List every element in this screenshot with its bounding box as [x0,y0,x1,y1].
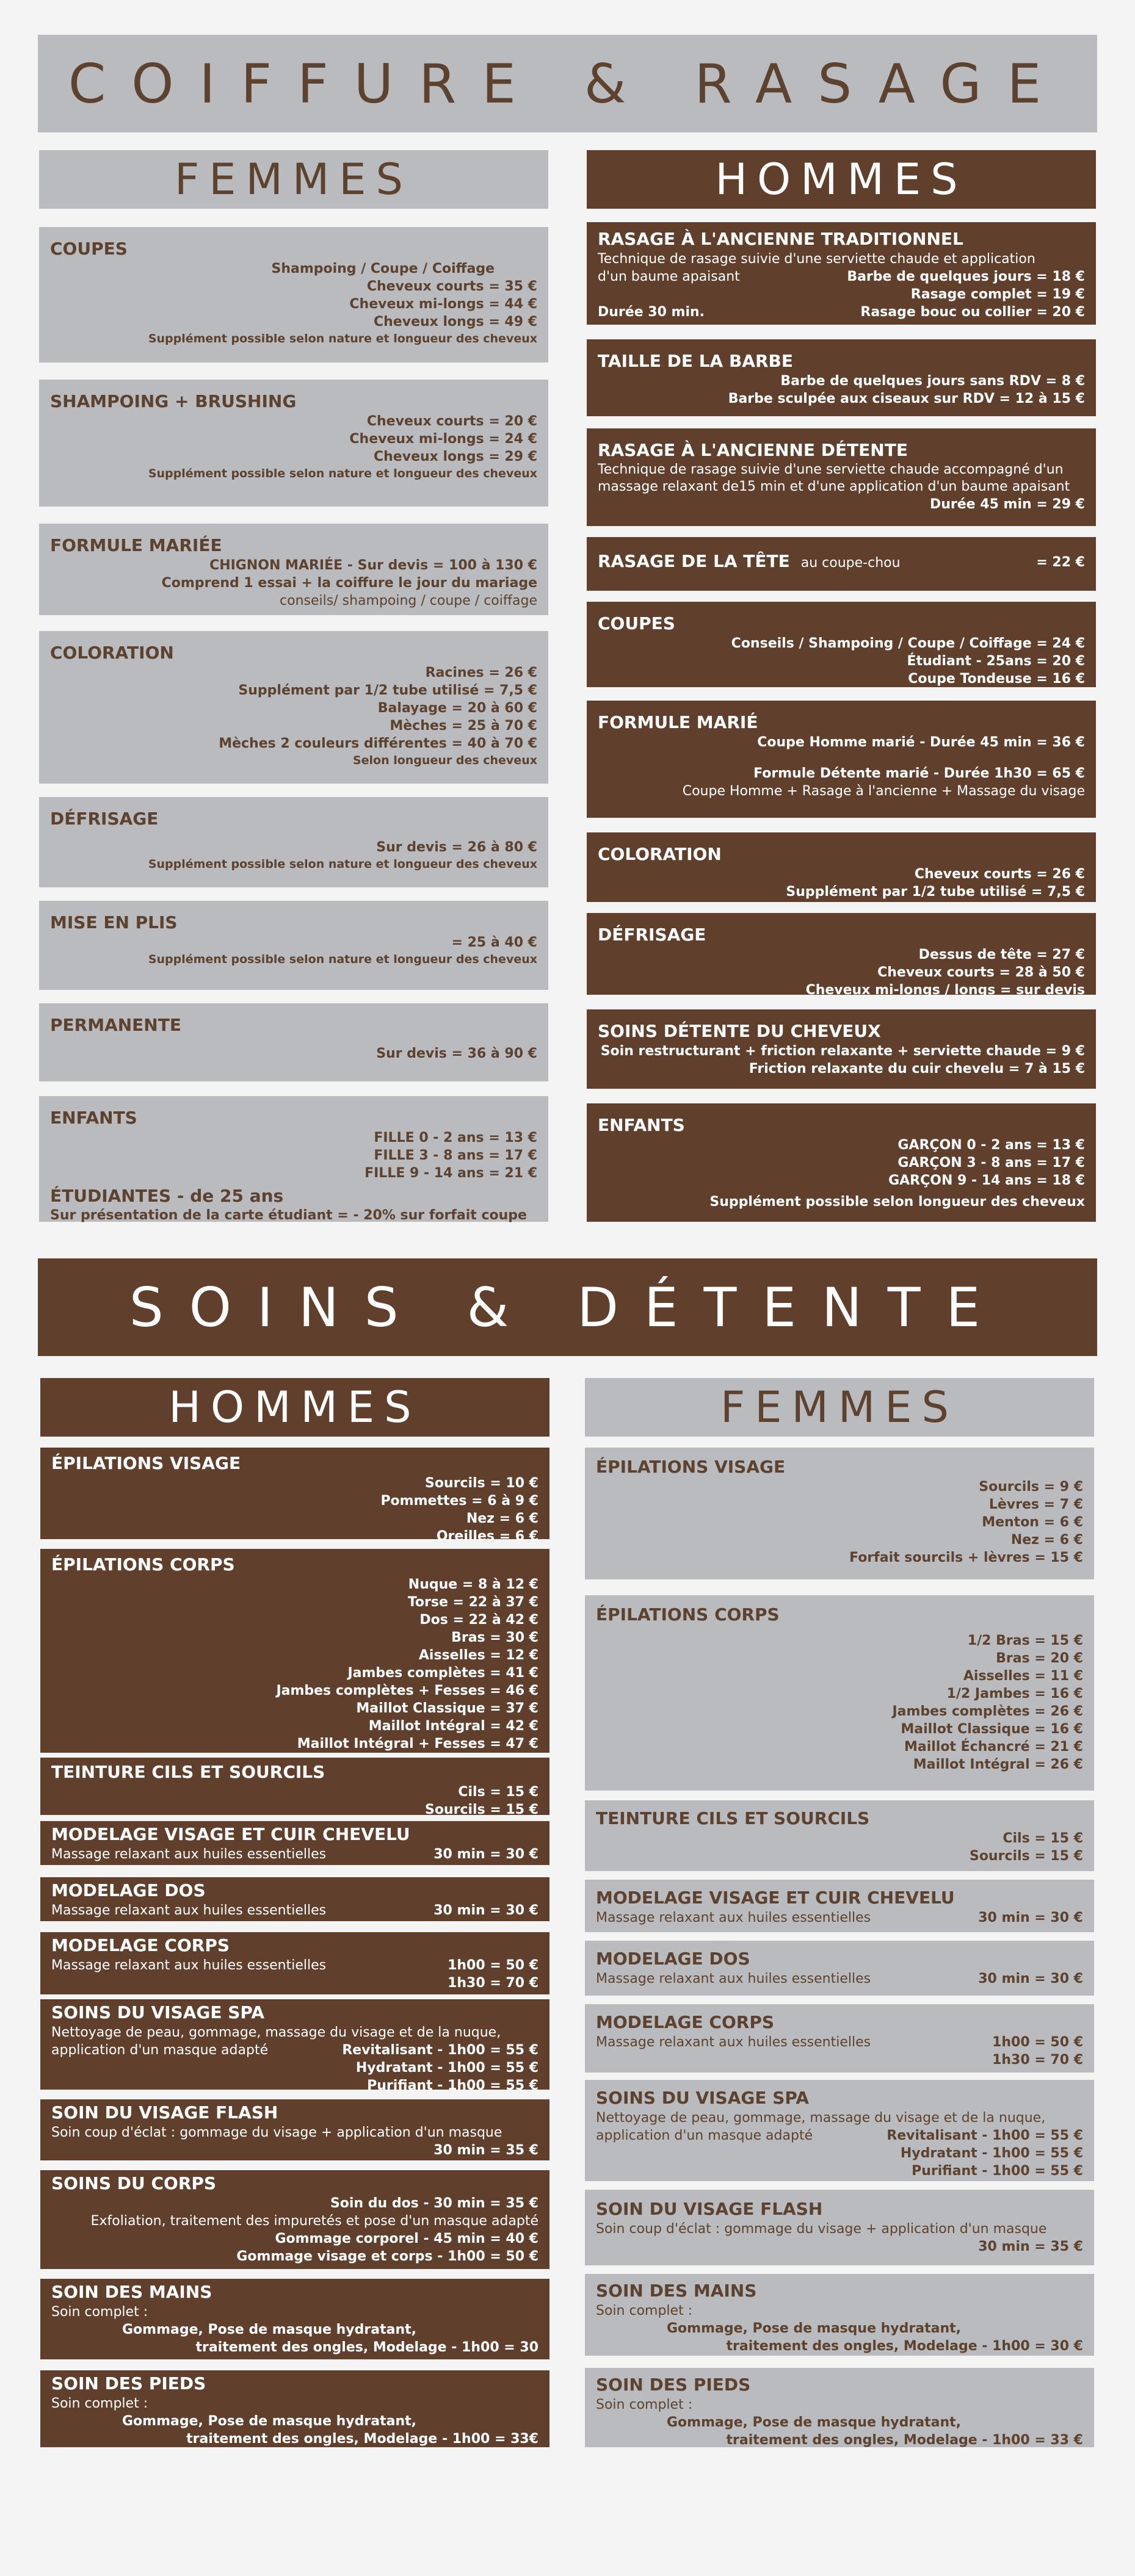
hommes-coupes-card [587,602,1096,687]
card-title: SOINS DU CORPS [51,2173,217,2193]
price-line: 30 min = 35 € [978,2239,1083,2254]
price-line: Nez = 6 € [466,1511,538,1526]
card-title: FORMULE MARIÉ [598,712,758,732]
price-line: Jambes complètes + Fesses = 46 € [276,1683,538,1698]
desc-line: Soin complet : [51,2396,148,2411]
price-line: traitement des ongles, Modelage - 1h00 = 30 [195,2340,538,2355]
soins-femmes-mains-card [585,2274,1094,2356]
price-line: Pommettes = 6 à 9 € [380,1493,538,1509]
price-line: 1h00 = 50 € [448,1958,538,1973]
soins-hommes-mod-dos-card [40,1877,549,1921]
price-line: Étudiant - 25ans = 20 € [907,654,1085,669]
card-title: RASAGE DE LA TÊTE [598,550,790,571]
price-line: Racines = 26 € [425,665,537,680]
price-line: Lèvres = 7 € [988,1497,1083,1512]
hommes-coloration-card [587,832,1096,902]
desc-line: Coupe Homme + Rasage à l'ancienne + Massage du visage [682,784,1085,799]
price-line: Purifiant - 1h00 = 55 € [912,2163,1083,2179]
price-line: Forfait sourcils + lèvres = 15 € [849,1550,1083,1565]
price-line: Maillot Échancré = 21 € [904,1739,1083,1755]
soins-hommes-pieds-card [40,2370,549,2447]
price-line: Cheveux courts = 35 € [366,279,537,294]
price-line: Rasage complet = 19 € [910,287,1085,302]
desc-line: Massage relaxant aux huiles essentielles [51,1903,327,1918]
price-line: 30 min = 30 € [433,1903,538,1918]
desc-line: Soin complet : [596,2303,693,2318]
hommes-header-label: HOMMES [715,154,968,204]
femmes-miseenplis-card [39,901,548,990]
price-line: Maillot Intégral + Fesses = 47 € [297,1736,538,1752]
card-title: COLORATION [50,643,174,663]
card-title: RASAGE À L'ANCIENNE TRADITIONNEL [598,229,963,249]
price-line: Sur présentation de la carte étudiant = - 20% sur forfait coupe [50,1208,527,1223]
price-line: Hydratant - 1h00 = 55 € [355,2060,538,2076]
price-line: Maillot Classique = 16 € [901,1722,1083,1737]
desc-line: Nettoyage de peau, gommage, massage du visage et de la nuque, [596,2110,1046,2126]
price-line: Sourcils = 9 € [979,1479,1083,1495]
price-line: Cheveux longs = 49 € [374,314,537,330]
card-title: ÉPILATIONS VISAGE [51,1453,241,1473]
soins-banner [38,1258,1097,1356]
desc-line: Nettoyage de peau, gommage, massage du visage et de la nuque, [51,2025,501,2040]
desc-line: Gommage, Pose de masque hydratant, [667,2321,961,2336]
card-title: MODELAGE CORPS [51,1935,230,1955]
price-line: Mèches = 25 à 70 € [390,718,537,734]
card-subtitle: au coupe-chou [800,555,901,571]
soins-femmes-teinture-card [585,1800,1094,1871]
price-line: Revitalisant - 1h00 = 55 € [887,2128,1083,2143]
price-line: traitement des ongles, Modelage - 1h00 = 33€ [186,2431,538,2447]
desc-line: Massage relaxant aux huiles essentielles [596,2035,871,2050]
soins-femmes-mod-corps-card [585,2004,1094,2073]
desc-line: Soin complet : [51,2304,148,2320]
price-line: Jambes complètes = 41 € [347,1665,538,1681]
card-title: TEINTURE CILS ET SOURCILS [596,1808,870,1828]
soins-title: SOINS & DÉTENTE [129,1275,1006,1339]
price-line: Rasage bouc ou collier = 20 € [860,305,1085,320]
price-line: Comprend 1 essai + la coiffure le jour du mariage [161,575,537,591]
coiffure-banner [38,35,1097,132]
price-line: FILLE 9 - 14 ans = 21 € [364,1166,537,1181]
hommes-header [587,150,1096,209]
price-line: 30 min = 30 € [433,1847,538,1862]
price-line: Menton = 6 € [982,1515,1083,1530]
price-line: Cheveux courts = 28 à 50 € [877,965,1085,980]
price-line: GARÇON 9 - 14 ans = 18 € [888,1173,1085,1188]
femmes-shampoing-card [39,380,548,507]
soins-hommes-mains-card [40,2279,549,2359]
price-line: Cheveux mi-longs = 24 € [349,431,537,447]
femmes-header-label: FEMMES [720,1382,959,1432]
price-line: traitement des ongles, Modelage - 1h00 = 33 € [726,2433,1083,2448]
card-title: ÉPILATIONS CORPS [51,1554,235,1575]
card-title: MODELAGE CORPS [596,2012,775,2032]
card-title: DÉFRISAGE [50,809,159,829]
soins-femmes-epil-corps-card [585,1595,1094,1791]
price-line: Cheveux mi-longs / longs = sur devis [805,983,1085,998]
card-title: SHAMPOING + BRUSHING [50,391,297,411]
soins-hommes-teinture-card [40,1758,549,1815]
price-line: Durée 45 min = 29 € [929,497,1085,512]
price-line: Maillot Classique = 37 € [356,1701,538,1716]
price-line: traitement des ongles, Modelage - 1h00 = 30 € [726,2339,1083,2354]
card-title: MODELAGE DOS [51,1880,206,1900]
price-line: Sur devis = 36 à 90 € [376,1046,537,1061]
soins-femmes-spa-card [585,2080,1094,2181]
soins-hommes-mod-visage-card [40,1821,549,1865]
price-line: Sourcils = 15 € [969,1849,1083,1864]
desc-line: Massage relaxant aux huiles essentielles [51,1847,327,1862]
soins-hommes-spa-card [40,1999,549,2093]
price-line: Dessus de tête = 27 € [918,947,1085,962]
femmes-coupes-card [39,227,548,363]
soins-femmes-flash-card [585,2190,1094,2265]
price-line: Supplément par 1/2 tube utilisé = 7,5 € [238,683,537,698]
price-line: = 22 € [1036,554,1085,570]
price-line: 1h30 = 70 € [992,2052,1083,2068]
price-line: Formule Détente marié - Durée 1h30 = 65 € [753,766,1085,781]
card-title: TAILLE DE LA BARBE [598,351,793,371]
price-line: 30 min = 35 € [433,2143,538,2158]
price-line: Balayage = 20 à 60 € [377,701,537,716]
price-line: Sourcils = 10 € [424,1476,538,1491]
price-line: Conseils / Shampoing / Coupe / Coiffage = 24 € [731,636,1085,651]
card-title: ÉPILATIONS CORPS [596,1604,780,1625]
note-line: Supplément possible selon nature et longueur des cheveux [148,467,537,480]
hommes-enfants-card [587,1103,1096,1222]
price-line: CHIGNON MARIÉE - Sur devis = 100 à 130 € [209,558,537,573]
card-title: SOIN DES PIEDS [596,2375,751,2395]
price-line: Friction relaxante du cuir chevelu = 7 à 15 € [749,1061,1085,1077]
note-line: Selon longueur des cheveux [352,754,537,767]
price-line: Cheveux courts = 20 € [366,414,537,429]
soins-femmes-pieds-card [585,2368,1094,2447]
desc-line: Gommage, Pose de masque hydratant, [122,2322,416,2337]
card-title: MODELAGE VISAGE ET CUIR CHEVELU [51,1824,410,1844]
price-line: Cils = 15 € [458,1784,538,1800]
femmes-coloration-card [39,631,548,784]
price-line: Cheveux longs = 29 € [374,449,537,464]
soins-hommes-epil-corps-card [40,1549,549,1753]
desc-line: Technique de rasage suivie d'une serviette chaude et application [598,251,1035,267]
price-line: = 25 à 40 € [451,935,537,950]
price-line: Cils = 15 € [1003,1831,1083,1846]
price-line: Gommage corporel - 45 min = 40 € [275,2231,538,2246]
duration-line: Durée 30 min. [598,305,705,320]
note-line: Supplément possible selon nature et longueur des cheveux [148,332,537,345]
price-line: Cheveux courts = 26 € [914,867,1085,882]
hommes-header-label: HOMMES [169,1382,421,1432]
hommes-rasage-detente-card [587,428,1096,526]
price-line: 1/2 Jambes = 16 € [946,1686,1083,1701]
soins-femmes-mod-dos-card [585,1941,1094,1996]
price-line: Dos = 22 à 42 € [419,1612,538,1628]
note-line: Supplément possible selon nature et longueur des cheveux [148,953,537,966]
card-title: SOINS DU VISAGE SPA [596,2088,810,2108]
desc-line: Massage relaxant aux huiles essentielles [596,1971,871,1986]
price-line: Maillot Intégral = 26 € [913,1757,1083,1772]
card-title: SOIN DES MAINS [51,2282,212,2302]
soins-hommes-header [40,1378,549,1437]
price-line: FILLE 0 - 2 ans = 13 € [374,1130,537,1145]
price-line: Bras = 20 € [996,1651,1083,1666]
card-title: COLORATION [598,844,722,864]
femmes-enfants-card [39,1096,548,1222]
desc-line: application d'un masque adapté [51,2043,269,2058]
hommes-defrisage-card [587,913,1096,998]
soins-femmes-mod-visage-card [585,1880,1094,1932]
hommes-soins-card [587,1009,1096,1089]
femmes-mariee-card [39,524,548,615]
card-title: SOIN DES PIEDS [51,2373,206,2394]
price-line: Maillot Intégral = 42 € [368,1719,538,1734]
soins-hommes-mod-corps-card [40,1932,549,1994]
femmes-header-label: FEMMES [175,154,413,204]
card-title: TEINTURE CILS ET SOURCILS [51,1762,325,1782]
price-line: Mèches 2 couleurs différentes = 40 à 70 € [219,736,537,751]
price-line: Jambes complètes = 26 € [892,1704,1083,1719]
price-line: GARÇON 3 - 8 ans = 17 € [897,1155,1085,1171]
price-line: Oreilles = 6 € [436,1529,538,1544]
note-line: Supplément possible selon nature et longueur des cheveux [148,857,537,871]
card-title: SOIN DU VISAGE FLASH [51,2102,278,2123]
price-line: Sur devis = 26 à 80 € [376,840,537,855]
femmes-defrisage-card [39,797,548,887]
soins-femmes-epil-visage-card [585,1448,1094,1579]
desc-line: Massage relaxant aux huiles essentielles [596,1910,871,1925]
card-title: SOIN DES MAINS [596,2281,757,2301]
price-line: FILLE 3 - 8 ans = 17 € [374,1148,537,1163]
card-title: FORMULE MARIÉE [50,535,222,555]
note-line: conseils/ shampoing / coupe / coiffage [280,593,537,608]
card-title: MODELAGE VISAGE ET CUIR CHEVELU [596,1888,955,1908]
hommes-barbe-card [587,339,1096,416]
price-line: Aisselles = 11 € [963,1669,1083,1684]
price-line: Revitalisant - 1h00 = 55 € [342,2043,538,2058]
soins-hommes-corps-card [40,2170,549,2269]
price-line: Coupe Homme marié - Durée 45 min = 36 € [757,735,1085,750]
desc-line: Soin complet : [596,2397,693,2412]
desc-line: Technique de rasage suivie d'une serviette chaude accompagné d'un massage relaxant de15 min et d'une application d'un baume apaisant [598,462,1070,494]
price-line: GARÇON 0 - 2 ans = 13 € [897,1138,1085,1153]
femmes-permanente-card [39,1003,548,1081]
card-subtitle: ÉTUDIANTES - de 25 ans [50,1186,284,1206]
card-title: MODELAGE DOS [596,1949,750,1969]
price-line: Barbe de quelques jours sans RDV = 8 € [780,373,1085,389]
desc-line: Soin coup d'éclat : gommage du visage + application d'un masque [51,2125,502,2140]
femmes-header [39,150,548,209]
soins-femmes-header [585,1378,1094,1437]
desc-line: Gommage, Pose de masque hydratant, [122,2414,416,2429]
price-line: 30 min = 30 € [978,1910,1083,1925]
card-title: ENFANTS [50,1108,137,1128]
price-line: Gommage visage et corps - 1h00 = 50 € [236,2249,538,2264]
desc-line: Exfoliation, traitement des impuretés et pose d'un masque adapté [90,2213,538,2229]
hommes-rasage-trad-card [587,222,1096,325]
price-line: 1h30 = 70 € [448,1975,538,1991]
desc-line: Gommage, Pose de masque hydratant, [667,2415,961,2430]
desc-line: d'un baume apaisant [598,269,740,284]
card-title: SOINS DÉTENTE DU CHEVEUX [598,1021,881,1041]
card-title: COUPES [50,239,128,259]
desc-line: Massage relaxant aux huiles essentielles [51,1958,327,1973]
price-line: 1h00 = 50 € [992,2035,1083,2050]
price-line: Supplément par 1/2 tube utilisé = 7,5 € [786,884,1085,900]
price-line: Coupe Tondeuse = 16 € [908,671,1085,687]
card-title: PERMANENTE [50,1015,181,1035]
price-line: Barbe sculpée aux ciseaux sur RDV = 12 à 15 € [728,391,1085,406]
desc-line: application d'un masque adapté [596,2128,813,2143]
price-line: Soin du dos - 30 min = 35 € [330,2196,538,2211]
coiffure-title: COIFFURE & RASAGE [68,52,1067,115]
price-line: Torse = 22 à 37 € [407,1595,538,1610]
card-title: ÉPILATIONS VISAGE [596,1457,786,1477]
price-line: Barbe de quelques jours = 18 € [847,269,1085,284]
card-title: SOIN DU VISAGE FLASH [596,2199,823,2219]
price-line: Nez = 6 € [1010,1532,1083,1548]
price-line: Shampoing / Coupe / Coiffage [271,261,495,276]
price-line: Cheveux mi-longs = 44 € [349,297,537,312]
card-title: DÉFRISAGE [598,925,706,945]
card-title: SOINS DU VISAGE SPA [51,2002,265,2022]
soins-hommes-epil-visage-card [40,1448,549,1544]
note-line: Supplément possible selon longueur des cheveux [709,1194,1085,1210]
hommes-marie-card [587,701,1096,818]
card-title: COUPES [598,613,675,633]
hommes-tete-card [587,537,1096,591]
price-line: Sourcils = 15 € [424,1802,538,1817]
price-line: Bras = 30 € [451,1630,538,1645]
desc-line: Soin coup d'éclat : gommage du visage + application d'un masque [596,2221,1047,2237]
card-title: ENFANTS [598,1115,685,1135]
price-line: Hydratant - 1h00 = 55 € [900,2146,1083,2161]
price-line: Aisselles = 12 € [418,1648,538,1663]
price-line: 1/2 Bras = 15 € [967,1633,1083,1648]
price-line: 30 min = 30 € [978,1971,1083,1986]
price-line: Purifiant - 1h00 = 55 € [367,2078,538,2093]
card-title: MISE EN PLIS [50,912,178,933]
soins-hommes-flash-card [40,2099,549,2160]
card-title: RASAGE À L'ANCIENNE DÉTENTE [598,440,908,460]
price-line: Nuque = 8 à 12 € [408,1577,538,1592]
price-line: Soin restructurant + friction relaxante + serviette chaude = 9 € [600,1044,1085,1059]
